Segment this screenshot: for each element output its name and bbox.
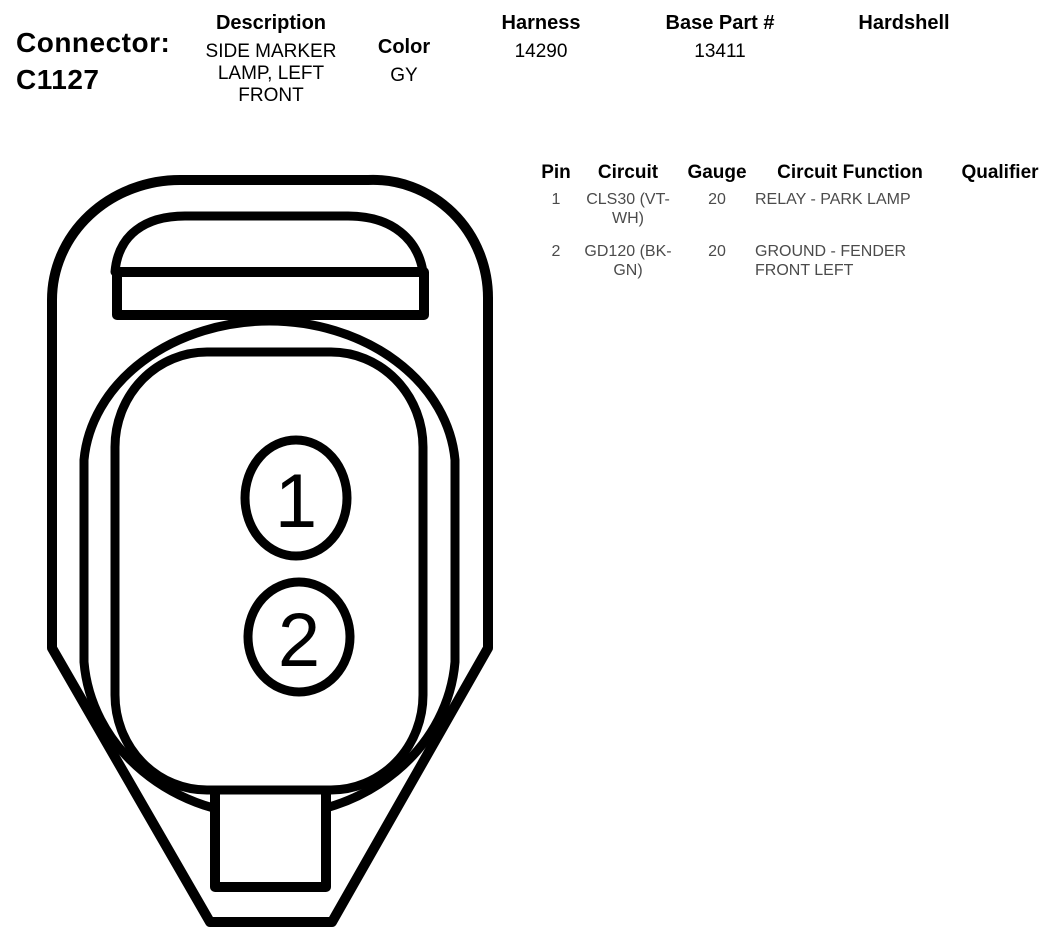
column-header-qualifier: Qualifier <box>961 162 1039 183</box>
base-part-label: Base Part # <box>665 12 775 34</box>
row1-cell-function: RELAY - PARK LAMP <box>755 191 911 208</box>
column-header-circuit-function: Circuit Function <box>777 162 923 183</box>
description-label: Description <box>215 12 327 34</box>
row2-cell-function: GROUND - FENDER FRONT LEFT <box>755 243 907 279</box>
row2-cell-gauge: 20 <box>708 243 726 260</box>
connector-lock-bar <box>117 272 424 315</box>
harness-label: Harness <box>501 12 581 34</box>
color-label: Color <box>377 36 431 58</box>
row1-cell-pin: 1 <box>551 191 561 208</box>
connector-id: C1127 <box>16 64 100 95</box>
index-tab <box>215 788 326 887</box>
cavity-outer-outline <box>84 321 455 816</box>
connector-label: Connector: <box>16 27 171 58</box>
row1-cell-gauge: 20 <box>708 191 726 208</box>
color-value: GY <box>390 65 418 86</box>
hardshell-label: Hardshell <box>858 12 950 34</box>
row1-cell-circuit: CLS30 (VT-WH) <box>586 191 670 227</box>
harness-value: 14290 <box>514 41 568 62</box>
pin-1-label: 1 <box>274 459 318 544</box>
row2-cell-pin: 2 <box>551 243 561 260</box>
column-header-pin: Pin <box>541 162 571 183</box>
connector-latch-dome <box>115 216 423 272</box>
base-part-value: 13411 <box>694 41 746 62</box>
pin-2-label: 2 <box>277 598 321 683</box>
column-header-gauge: Gauge <box>687 162 747 183</box>
column-header-circuit: Circuit <box>597 162 659 183</box>
description-value: SIDE MARKER LAMP, LEFT FRONT <box>205 41 337 106</box>
row2-cell-circuit: GD120 (BK-GN) <box>584 243 672 279</box>
